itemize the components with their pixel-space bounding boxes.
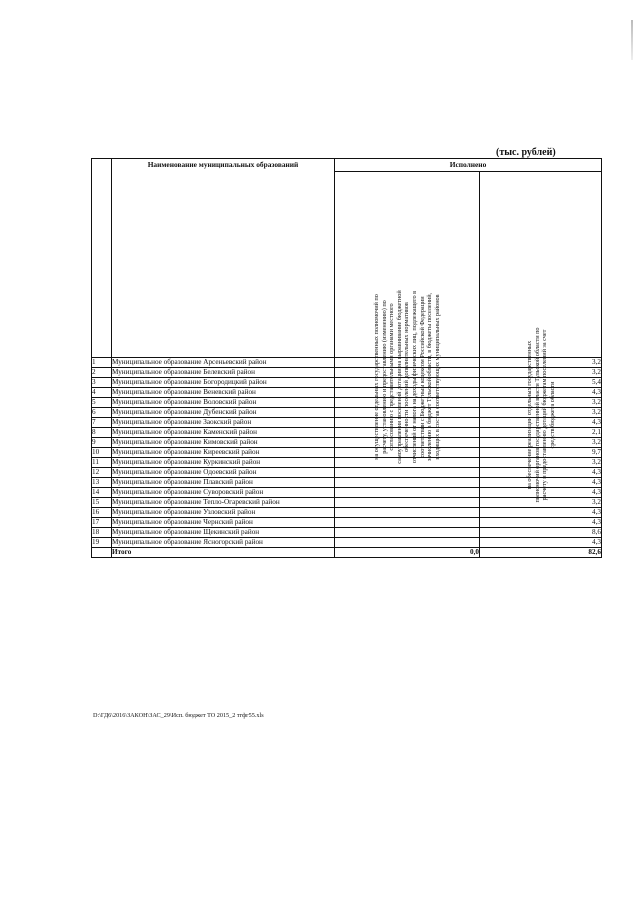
row-municipality-name: Муниципальное образование Киреевский район bbox=[112, 448, 335, 458]
row-municipality-name: Муниципальное образование Белевский район bbox=[112, 368, 335, 378]
row-municipality-name: Муниципальное образование Ясногорский район bbox=[112, 538, 335, 548]
row-value-b: 8,6 bbox=[480, 528, 602, 538]
row-municipality-name: Муниципальное образование Щекинский район bbox=[112, 528, 335, 538]
row-value-b: 4,3 bbox=[480, 468, 602, 478]
row-number: 15 bbox=[92, 498, 112, 508]
row-number: 17 bbox=[92, 518, 112, 528]
table-row bbox=[92, 528, 602, 538]
row-value-b: 5,4 bbox=[480, 378, 602, 388]
row-municipality-name: Муниципальное образование Одоевский район bbox=[112, 468, 335, 478]
row-value-a bbox=[335, 518, 480, 528]
row-number: 10 bbox=[92, 448, 112, 458]
total-row bbox=[92, 548, 602, 558]
row-municipality-name: Муниципальное образование Арсеньевский район bbox=[112, 358, 335, 368]
row-value-b: 4,3 bbox=[480, 478, 602, 488]
row-municipality-name: Муниципальное образование Тепло-Огаревский район bbox=[112, 498, 335, 508]
row-value-b: 3,2 bbox=[480, 398, 602, 408]
row-value-b: 4,3 bbox=[480, 388, 602, 398]
header-col-a bbox=[335, 172, 480, 464]
row-value-b: 4,3 bbox=[480, 418, 602, 428]
row-number: 1 bbox=[92, 358, 112, 368]
row-municipality-name: Муниципальное образование Кимовский район bbox=[112, 438, 335, 448]
total-number-cell bbox=[92, 548, 112, 558]
row-number: 5 bbox=[92, 398, 112, 408]
row-value-b: 4,3 bbox=[480, 508, 602, 518]
row-value-a bbox=[335, 478, 480, 488]
row-value-a bbox=[335, 508, 480, 518]
row-number: 9 bbox=[92, 438, 112, 448]
header-col-a-text: на осуществление отдельных государственных полномочий по расчету, установлению и предоставлению (изменению) по согласованию с представительными органами местного самоуправления поселений дотации на выравнивание бюджетной обеспеченности поселений дополнительных нормативов отчислений от налога на доходы физических лиц, подлежащего в соответствии с Бюджетным кодексом Российской Федерации зачислению в бюджет Тульской области, в бюджеты поселений, входящих в состав соответствующих муниципальных районов bbox=[372, 289, 441, 464]
footer-file-path: D:\ГД6\2016\ЗАКОН\ЗАС_29\Исп. бюджет ТО 2015_2 тгфг55.xls bbox=[93, 712, 264, 719]
row-municipality-name: Муниципальное образование Суворовский район bbox=[112, 488, 335, 498]
total-value-a: 0,0 bbox=[335, 548, 480, 558]
budget-table bbox=[91, 158, 602, 558]
row-municipality-name: Муниципальное образование Дубенский район bbox=[112, 408, 335, 418]
unit-note: (тыс. рублей) bbox=[496, 147, 556, 158]
row-value-b: 3,2 bbox=[480, 438, 602, 448]
row-value-a bbox=[335, 528, 480, 538]
header-group-cell: Исполнено bbox=[335, 159, 602, 172]
row-value-b: 4,3 bbox=[480, 488, 602, 498]
row-municipality-name: Муниципальное образование Каменский район bbox=[112, 428, 335, 438]
row-number: 2 bbox=[92, 368, 112, 378]
row-value-b: 4,3 bbox=[480, 538, 602, 548]
row-number: 4 bbox=[92, 388, 112, 398]
row-value-b: 4,3 bbox=[480, 518, 602, 528]
row-number: 6 bbox=[92, 408, 112, 418]
row-number: 13 bbox=[92, 478, 112, 488]
row-value-b: 2,1 bbox=[480, 428, 602, 438]
row-value-a bbox=[335, 538, 480, 548]
row-number: 19 bbox=[92, 538, 112, 548]
row-value-a bbox=[335, 468, 480, 478]
row-number: 18 bbox=[92, 528, 112, 538]
total-value-b: 82,6 bbox=[480, 548, 602, 558]
row-municipality-name: Муниципальное образование Чернский район bbox=[112, 518, 335, 528]
header-name-cell: Наименование муниципальных образований bbox=[112, 159, 335, 358]
header-col-b-text: на обеспечение реализации отдельных государственных полномочий органов государственной власти Тульской области по расчету и предоставлению дотаций бюджетам поселений за счет средств бюджета области bbox=[525, 327, 556, 503]
row-municipality-name: Муниципальное образование Узловский район bbox=[112, 508, 335, 518]
row-number: 11 bbox=[92, 458, 112, 468]
table-row bbox=[92, 518, 602, 528]
row-value-a bbox=[335, 488, 480, 498]
row-value-b: 9,7 bbox=[480, 448, 602, 458]
row-value-b: 3,2 bbox=[480, 358, 602, 368]
row-municipality-name: Муниципальное образование Богородицкий район bbox=[112, 378, 335, 388]
row-municipality-name: Муниципальное образование Плавский район bbox=[112, 478, 335, 488]
row-municipality-name: Муниципальное образование Воловский район bbox=[112, 398, 335, 408]
row-value-b: 3,2 bbox=[480, 408, 602, 418]
header-number-cell bbox=[92, 159, 112, 358]
row-value-b: 3,2 bbox=[480, 368, 602, 378]
row-value-a bbox=[335, 498, 480, 508]
row-number: 7 bbox=[92, 418, 112, 428]
row-municipality-name: Муниципальное образование Веневский район bbox=[112, 388, 335, 398]
row-number: 14 bbox=[92, 488, 112, 498]
table-row bbox=[92, 538, 602, 548]
row-municipality-name: Муниципальное образование Куркинский район bbox=[112, 458, 335, 468]
row-number: 8 bbox=[92, 428, 112, 438]
header-row-top bbox=[92, 159, 602, 172]
row-municipality-name: Муниципальное образование Заокский район bbox=[112, 418, 335, 428]
scan-edge-mark bbox=[631, 20, 633, 60]
row-number: 12 bbox=[92, 468, 112, 478]
row-value-b: 3,2 bbox=[480, 458, 602, 468]
total-label: Итого bbox=[112, 548, 335, 558]
table-row bbox=[92, 508, 602, 518]
row-number: 16 bbox=[92, 508, 112, 518]
row-number: 3 bbox=[92, 378, 112, 388]
row-value-b: 3,2 bbox=[480, 498, 602, 508]
